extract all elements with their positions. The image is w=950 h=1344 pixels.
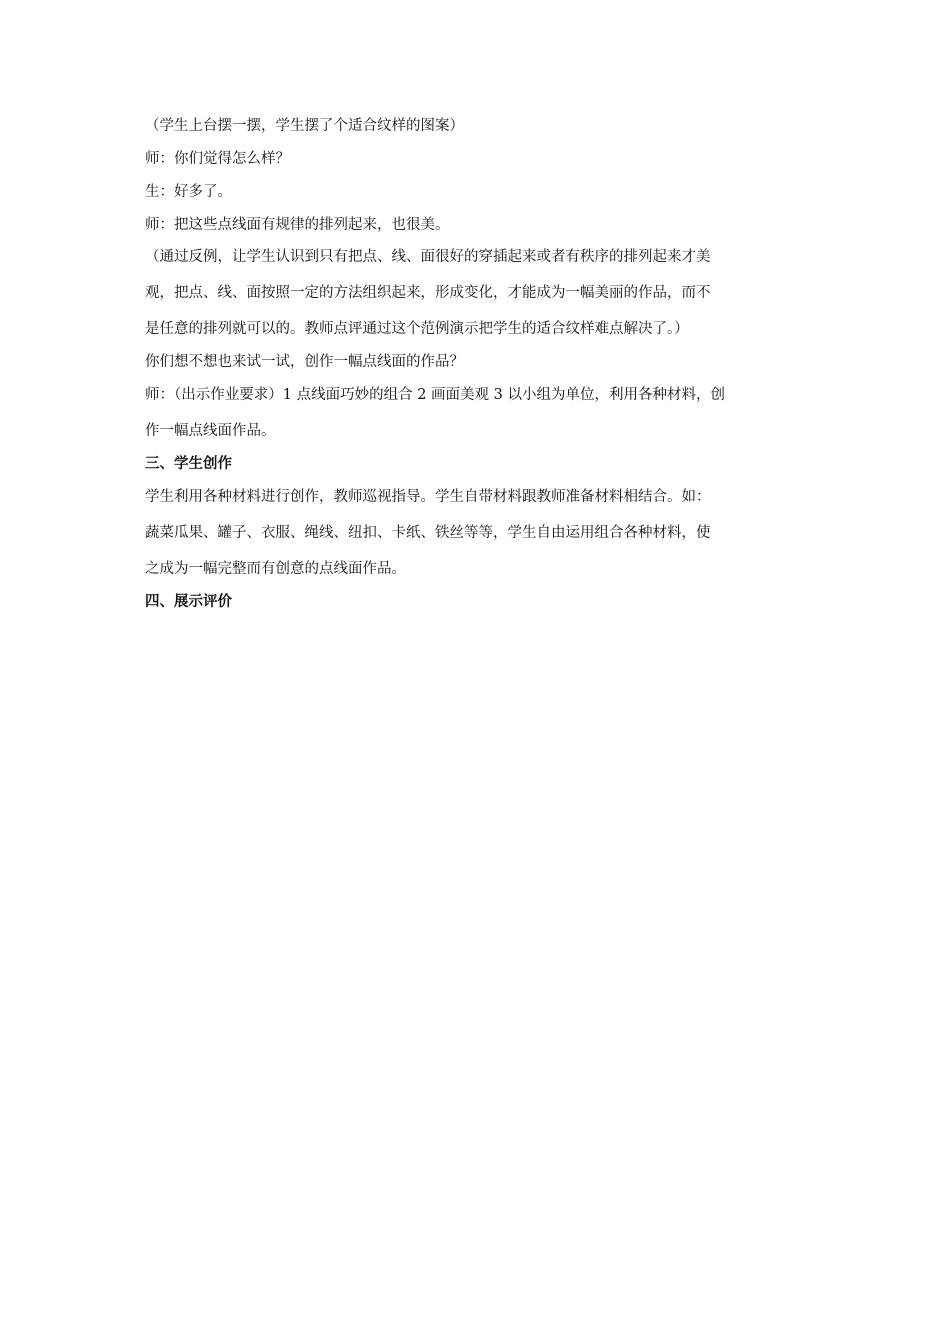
section-heading-display-evaluation: 四、展示评价 (145, 593, 232, 610)
paragraph-student-arrangement: （学生上台摆一摆，学生摆了个适合纹样的图案） (145, 118, 464, 134)
paragraph-creation-description (145, 487, 807, 579)
section-heading-student-creation: 三、学生创作 (145, 455, 232, 472)
paragraph-line: 是任意的排列就可以的。教师点评通过这个范例演示把学生的适合纹样难点解决了。） (145, 321, 689, 337)
paragraph-student-answer: 生：好多了。 (145, 184, 232, 200)
paragraph-counterexample-note (145, 247, 807, 339)
paragraph-line: 蔬菜瓜果、罐子、衣服、绳线、纽扣、卡纸、铁丝等等，学生自由运用组合各种材料，使 (145, 525, 711, 541)
paragraph-invitation: 你们想不想也来试一试，创作一幅点线面的作品？ (145, 354, 464, 370)
paragraph-teacher-question: 师：你们觉得怎么样？ (145, 151, 290, 167)
paragraph-line: 学生利用各种材料进行创作，教师巡视指导。学生自带材料跟教师准备材料相结合。如： (145, 489, 711, 505)
paragraph-line: 作一幅点线面作品。 (145, 423, 276, 439)
paragraph-line: 师：（出示作业要求）1 点线面巧妙的组合 2 画面美观 3 以小组为单位，利用各种材料，创 (145, 387, 725, 403)
paragraph-line: 之成为一幅完整而有创意的点线面作品。 (145, 561, 406, 577)
paragraph-assignment-requirements (145, 385, 807, 441)
paragraph-line: （通过反例，让学生认识到只有把点、线、面很好的穿插起来或者有秩序的排列起来才美 (145, 249, 711, 265)
paragraph-teacher-comment: 师：把这些点线面有规律的排列起来，也很美。 (145, 217, 450, 233)
paragraph-line: 观，把点、线、面按照一定的方法组织起来，形成变化，才能成为一幅美丽的作品，而不 (145, 285, 711, 301)
document-page (145, 116, 807, 612)
